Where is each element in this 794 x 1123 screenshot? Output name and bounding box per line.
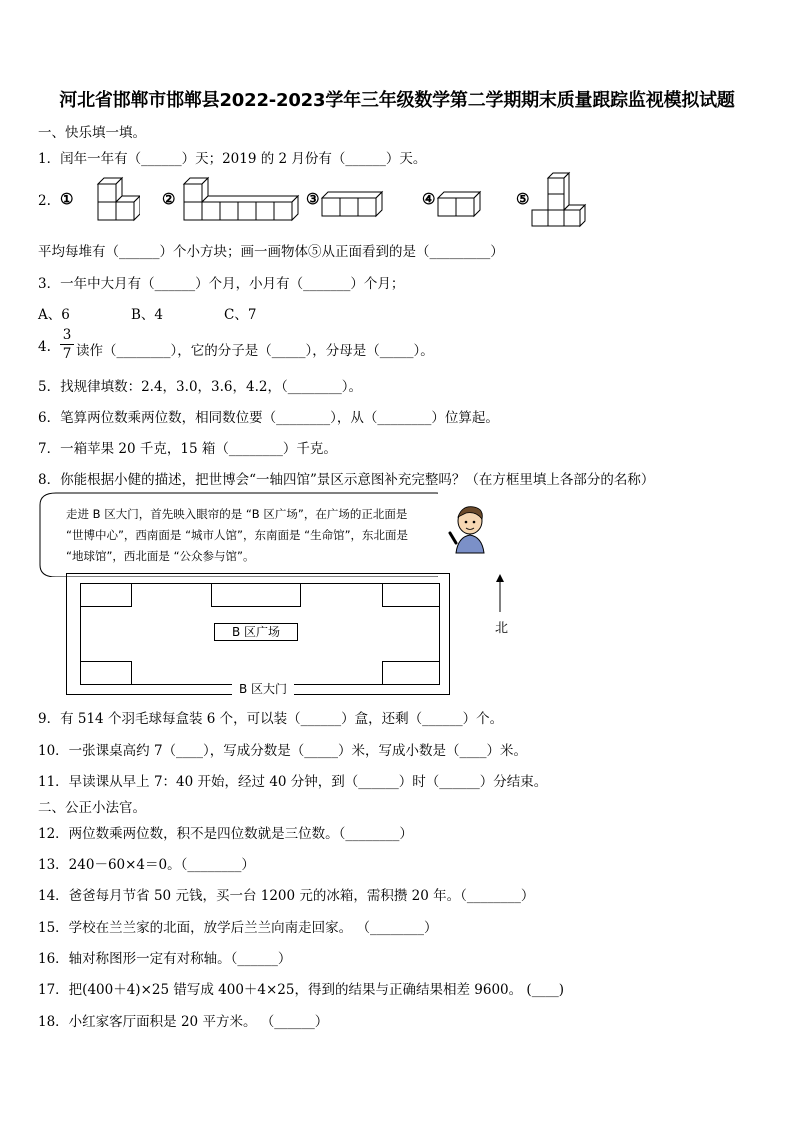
question-1: 1．闰年一年有（______）天；2019 的 2 月份有（______）天。	[38, 151, 427, 167]
question-16: 16．轴对称图形一定有对称轴。（______）	[38, 951, 292, 967]
map-box-northwest	[80, 583, 132, 607]
section-heading-2: 二、公正小法官。	[38, 800, 146, 816]
map-box-northeast	[382, 583, 440, 607]
question-3: 3．一年中大月有（______）个月，小月有（_______）个月；	[38, 276, 405, 292]
question-17: 17．把(400＋4)×25 错写成 400＋4×25，得到的结果与正确结果相差 9600。 (____)	[38, 982, 564, 998]
cube-stack-5-icon	[516, 170, 596, 230]
figure-label-4: ④	[422, 190, 436, 208]
question-15: 15．学校在兰兰家的北面，放学后兰兰向南走回家。 （________）	[38, 920, 438, 936]
exam-title: 河北省邯郸市邯郸县2022-2023学年三年级数学第二学期期末质量跟踪监视模拟试题	[59, 90, 735, 111]
fraction-denominator: 7	[62, 346, 72, 362]
question-5: 5．找规律填数：2.4，3.0，3.6，4.2，（________）。	[38, 379, 362, 395]
bubble-description: 走进 B 区大门，首先映入眼帘的是 “B 区广场”，在广场的正北面是 “世博中心”，西南面是 “城市人馆”，东南面是 “生命馆”，东北面是 “地球馆”，西北面是 “公众参与馆”。	[66, 507, 409, 563]
cube-figure-2	[162, 170, 312, 230]
question-8: 8．你能根据小健的描述，把世博会“一轴四馆”景区示意图补充完整吗？（在方框里填上各部分的名称）	[38, 472, 655, 488]
question-2-number: 2.	[38, 193, 51, 209]
fraction-bar	[60, 344, 74, 345]
map-gate-label: B 区大门	[232, 679, 294, 699]
map-box-southwest	[80, 661, 132, 685]
question-12: 12．两位数乘两位数，积不是四位数就是三位数。（________）	[38, 826, 413, 842]
map-box-north	[211, 583, 301, 607]
cube-figures	[38, 170, 598, 230]
question-9: 9．有 514 个羽毛球每盒装 6 个，可以装（______）盒，还剩（______）个。	[38, 711, 504, 727]
cube-figure-3	[306, 170, 386, 230]
north-arrow-icon	[494, 574, 506, 614]
question-7: 7．一箱苹果 20 千克，15 箱（________）千克。	[38, 441, 337, 457]
question-3-option-b: B、4	[131, 307, 164, 323]
question-2-text: 平均每堆有（______）个小方块；画一画物体⑤从正面看到的是（_________）	[38, 244, 504, 260]
boy-character-icon	[448, 503, 492, 555]
map-box-southeast	[382, 661, 440, 685]
question-3-option-a: A、6	[38, 307, 70, 323]
question-18: 18．小红家客厅面积是 20 平方米。 （______）	[38, 1014, 329, 1030]
section-heading-1: 一、快乐填一填。	[38, 125, 146, 141]
cube-figure-4	[422, 170, 492, 230]
question-4-number: 4.	[38, 339, 51, 355]
fraction-3-7	[60, 327, 74, 362]
question-3-option-c: C、7	[224, 307, 257, 323]
cube-stack-1-icon	[60, 170, 140, 230]
question-10: 10．一张课桌高约 7（____），写成分数是（_____）米，写成小数是（____）米。	[38, 743, 528, 759]
question-13: 13．240－60×4＝0。（________）	[38, 857, 255, 873]
question-14: 14．爸爸每月节省 50 元钱，买一台 1200 元的冰箱，需积攒 20 年。（________）	[38, 888, 535, 904]
question-4-text: 读作（________），它的分子是（_____），分母是（_____）。	[76, 343, 434, 359]
map-plaza-label: B 区广场	[214, 623, 298, 641]
cube-stack-2-icon	[162, 170, 312, 230]
figure-label-1: ①	[60, 190, 74, 208]
cube-figure-1	[60, 170, 140, 230]
question-11: 11．早读课从早上 7：40 开始，经过 40 分钟，到（______）时（______）分结束。	[38, 774, 548, 790]
figure-label-2: ②	[162, 190, 176, 208]
cube-figure-5	[516, 170, 596, 230]
cube-stack-3-icon	[306, 170, 386, 230]
north-label: 北	[495, 621, 509, 636]
fraction-numerator: 3	[62, 327, 72, 343]
figure-label-5: ⑤	[516, 190, 530, 208]
question-6: 6．笔算两位数乘两位数，相同数位要（________），从（________）位算起。	[38, 410, 499, 426]
figure-label-3: ③	[306, 190, 320, 208]
cube-stack-4-icon	[422, 170, 492, 230]
